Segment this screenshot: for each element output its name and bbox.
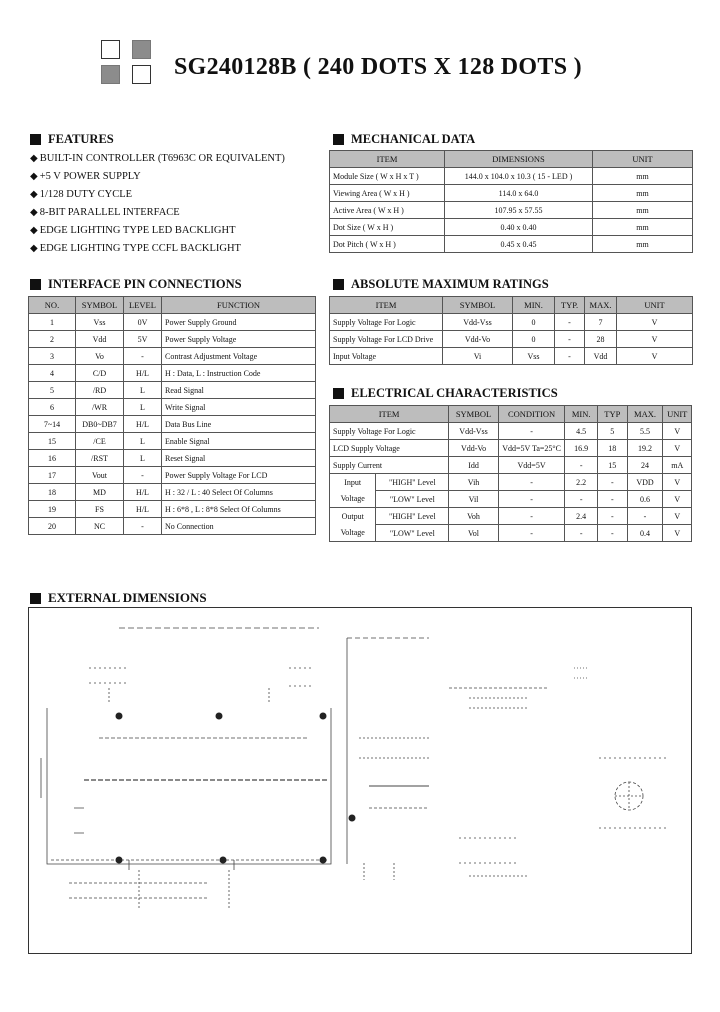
table-cell: 15 [29, 433, 76, 450]
table-row [330, 440, 692, 457]
table-cell: 5V [124, 331, 162, 348]
column-header: SYMBOL [76, 297, 124, 314]
features-list [30, 150, 320, 258]
table-cell: V [663, 474, 692, 491]
table-cell: 0 [513, 314, 555, 331]
table-cell: Supply Current [330, 457, 449, 474]
section-marker-icon [30, 593, 41, 604]
table-row [330, 423, 692, 440]
table-cell: L [124, 450, 162, 467]
table-cell: - [598, 474, 628, 491]
table-cell: FS [76, 501, 124, 518]
table-row [29, 365, 316, 382]
column-header: ITEM [330, 151, 445, 168]
table-cell: - [498, 525, 564, 542]
section-marker-icon [30, 279, 41, 290]
table-row [29, 450, 316, 467]
table-cell: Vdd [585, 348, 617, 365]
column-header: TYP. [555, 297, 585, 314]
table-cell: DB0~DB7 [76, 416, 124, 433]
list-item: ◆ 1/128 DUTY CYCLE [30, 186, 320, 204]
column-header: UNIT [617, 297, 693, 314]
table-cell: 2.2 [565, 474, 598, 491]
logo-square-tr [132, 40, 151, 59]
table-cell: Idd [449, 457, 499, 474]
table-cell: "LOW" Level [376, 491, 449, 508]
table-cell: - [555, 348, 585, 365]
table-row [330, 525, 692, 542]
table-row [330, 457, 692, 474]
table-cell: Vdd [76, 331, 124, 348]
table-row [330, 331, 693, 348]
table-cell: Vdd=5V Ta=25°C [498, 440, 564, 457]
table-cell: - [555, 331, 585, 348]
table-cell: Contrast Adjustment Voltage [162, 348, 316, 365]
table-row [29, 382, 316, 399]
table-cell: - [124, 348, 162, 365]
table-header-row [330, 151, 693, 168]
column-header: LEVEL [124, 297, 162, 314]
table-cell: 5.5 [627, 423, 663, 440]
table-cell: "LOW" Level [376, 525, 449, 542]
table-cell: Write Signal [162, 399, 316, 416]
table-cell: L [124, 399, 162, 416]
diamond-bullet-icon: ◆ [30, 225, 38, 236]
table-cell: H : Data, L : Instruction Code [162, 365, 316, 382]
table-cell: Data Bus Line [162, 416, 316, 433]
table-cell: 3 [29, 348, 76, 365]
table-cell: VDD [627, 474, 663, 491]
interface-heading [30, 277, 242, 292]
logo-square-tl [101, 40, 120, 59]
table-cell: 2.4 [565, 508, 598, 525]
table-cell: Power Supply Voltage For LCD [162, 467, 316, 484]
mounting-hole [216, 713, 223, 720]
column-header: TYP [598, 406, 628, 423]
table-cell: - [124, 467, 162, 484]
section-marker-icon [333, 134, 344, 145]
table-row: Module Size ( W x H x T ) 144.0 x 104.0 x 10.3 ( 15 - LED ) mm [330, 168, 693, 185]
column-header: CONDITION [498, 406, 564, 423]
table-cell: Vdd-Vo [443, 331, 513, 348]
table-header-row [330, 406, 692, 423]
column-header: NO. [29, 297, 76, 314]
table-row: Viewing Area ( W x H ) 114.0 x 64.0 mm [330, 185, 693, 202]
table-row [29, 331, 316, 348]
logo-square-br [132, 65, 151, 84]
table-cell: Vdd=5V [498, 457, 564, 474]
table-row [29, 314, 316, 331]
table-cell: 0.4 [627, 525, 663, 542]
table-cell: 0.6 [627, 491, 663, 508]
table-cell: Vss [76, 314, 124, 331]
table-cell: V [663, 491, 692, 508]
table-row [330, 508, 692, 525]
table-cell: H : 32 / L : 40 Select Of Columns [162, 484, 316, 501]
diamond-bullet-icon: ◆ [30, 243, 38, 254]
features-heading [30, 132, 114, 147]
table-row [29, 348, 316, 365]
table-row [29, 518, 316, 535]
table-cell: Vol [449, 525, 499, 542]
table-cell: - [565, 525, 598, 542]
column-header: MAX. [627, 406, 663, 423]
column-header: SYMBOL [443, 297, 513, 314]
table-cell: 4.5 [565, 423, 598, 440]
column-header: FUNCTION [162, 297, 316, 314]
table-cell: /RST [76, 450, 124, 467]
table-cell: 20 [29, 518, 76, 535]
column-header: MIN. [565, 406, 598, 423]
mechanical-heading [333, 132, 475, 147]
table-cell: H/L [124, 501, 162, 518]
electrical-heading-label: ELECTRICAL CHARACTERISTICS [351, 386, 558, 400]
table-cell: 17 [29, 467, 76, 484]
table-cell: 18 [29, 484, 76, 501]
table-cell: V [663, 508, 692, 525]
table-cell: Voh [449, 508, 499, 525]
table-cell: mA [663, 457, 692, 474]
table-cell: - [565, 457, 598, 474]
table-cell: V [663, 423, 692, 440]
table-cell: H/L [124, 365, 162, 382]
table-cell: 5 [598, 423, 628, 440]
diamond-bullet-icon: ◆ [30, 171, 38, 182]
mounting-hole [320, 713, 327, 720]
absolute-ratings-table [329, 296, 693, 365]
diamond-bullet-icon: ◆ [30, 153, 38, 164]
table-cell: 7~14 [29, 416, 76, 433]
table-cell: 1 [29, 314, 76, 331]
table-cell: 5 [29, 382, 76, 399]
table-cell: - [598, 491, 628, 508]
table-cell: Power Supply Voltage [162, 331, 316, 348]
electrical-table [329, 405, 692, 542]
table-header-row [330, 297, 693, 314]
table-cell: V [617, 348, 693, 365]
table-cell: - [555, 314, 585, 331]
table-cell: Reset Signal [162, 450, 316, 467]
table-cell: C/D [76, 365, 124, 382]
table-cell: Vdd-Vo [449, 440, 499, 457]
external-heading [30, 590, 207, 606]
table-cell: H : 6*8 , L : 8*8 Select Of Columns [162, 501, 316, 518]
table-cell: Vdd-Vss [443, 314, 513, 331]
interface-table [28, 296, 316, 535]
table-cell: H/L [124, 484, 162, 501]
logo-square-bl [101, 65, 120, 84]
table-cell: Output [330, 508, 376, 525]
table-cell: "HIGH" Level [376, 508, 449, 525]
mounting-hole [320, 857, 327, 864]
table-cell: 16 [29, 450, 76, 467]
dimension-drawing-svg [29, 608, 693, 955]
list-item: ◆ BUILT-IN CONTROLLER (T6963C OR EQUIVALENT) [30, 150, 320, 168]
table-cell: L [124, 382, 162, 399]
table-cell: L [124, 433, 162, 450]
table-header-row [29, 297, 316, 314]
column-header: SYMBOL [449, 406, 499, 423]
table-cell: Voltage [330, 491, 376, 508]
table-cell: Vdd-Vss [449, 423, 499, 440]
table-cell: - [627, 508, 663, 525]
table-cell: 6 [29, 399, 76, 416]
table-cell: 28 [585, 331, 617, 348]
column-header: DIMENSIONS [445, 151, 593, 168]
table-cell: MD [76, 484, 124, 501]
list-item: ◆ +5 V POWER SUPPLY [30, 168, 320, 186]
diamond-bullet-icon: ◆ [30, 207, 38, 218]
mounting-hole [116, 713, 123, 720]
table-row [330, 314, 693, 331]
table-cell: Input [330, 474, 376, 491]
table-cell: 18 [598, 440, 628, 457]
table-cell: 15 [598, 457, 628, 474]
interface-heading-label: INTERFACE PIN CONNECTIONS [48, 277, 242, 291]
table-cell: Input Voltage [330, 348, 443, 365]
table-cell: H/L [124, 416, 162, 433]
table-cell: V [617, 314, 693, 331]
table-cell: Read Signal [162, 382, 316, 399]
column-header: ITEM [330, 406, 449, 423]
table-cell: 24 [627, 457, 663, 474]
table-cell: 7 [585, 314, 617, 331]
absolute-heading-label: ABSOLUTE MAXIMUM RATINGS [351, 277, 549, 291]
table-cell: Enable Signal [162, 433, 316, 450]
table-cell: Supply Voltage For LCD Drive [330, 331, 443, 348]
logo [101, 40, 153, 85]
table-cell: Vi [443, 348, 513, 365]
page-title: SG240128B ( 240 DOTS X 128 DOTS ) [174, 54, 582, 80]
table-cell: NC [76, 518, 124, 535]
column-header: ITEM [330, 297, 443, 314]
table-cell: - [598, 508, 628, 525]
table-cell: 19 [29, 501, 76, 518]
table-cell: 0V [124, 314, 162, 331]
table-cell: Supply Voltage For Logic [330, 423, 449, 440]
table-cell: /RD [76, 382, 124, 399]
table-cell: /CE [76, 433, 124, 450]
absolute-heading [333, 277, 549, 292]
table-cell: Vout [76, 467, 124, 484]
table-cell: - [498, 491, 564, 508]
mounting-hole [220, 857, 227, 864]
table-cell: - [598, 525, 628, 542]
table-cell: - [498, 508, 564, 525]
table-row [29, 467, 316, 484]
external-dimensions-drawing [28, 607, 692, 954]
mechanical-heading-label: MECHANICAL DATA [351, 132, 476, 146]
table-cell: - [498, 474, 564, 491]
table-cell: - [565, 491, 598, 508]
electrical-heading [333, 386, 558, 401]
table-cell: Power Supply Ground [162, 314, 316, 331]
mounting-hole [116, 857, 123, 864]
table-cell: 19.2 [627, 440, 663, 457]
table-cell: 2 [29, 331, 76, 348]
table-cell: V [663, 440, 692, 457]
table-cell: Voltage [330, 525, 376, 542]
table-cell: No Connection [162, 518, 316, 535]
table-cell: V [617, 331, 693, 348]
table-cell: Vih [449, 474, 499, 491]
table-cell: 4 [29, 365, 76, 382]
list-item: ◆ EDGE LIGHTING TYPE LED BACKLIGHT [30, 222, 320, 240]
external-heading-label: EXTERNAL DIMENSIONS [48, 590, 207, 605]
table-cell: Vss [513, 348, 555, 365]
table-row: Dot Size ( W x H ) 0.40 x 0.40 mm [330, 219, 693, 236]
table-row [29, 399, 316, 416]
table-cell: /WR [76, 399, 124, 416]
list-item: ◆ 8-BIT PARALLEL INTERFACE [30, 204, 320, 222]
mechanical-table [329, 150, 693, 253]
table-cell: Vil [449, 491, 499, 508]
diamond-bullet-icon: ◆ [30, 189, 38, 200]
column-header: UNIT [593, 151, 693, 168]
table-row [29, 433, 316, 450]
features-heading-label: FEATURES [48, 132, 114, 146]
table-row: Dot Pitch ( W x H ) 0.45 x 0.45 mm [330, 236, 693, 253]
table-cell: LCD Supply Voltage [330, 440, 449, 457]
list-item: ◆ EDGE LIGHTING TYPE CCFL BACKLIGHT [30, 240, 320, 258]
table-cell: 0 [513, 331, 555, 348]
column-header: MAX. [585, 297, 617, 314]
mounting-hole [349, 815, 356, 822]
table-cell: "HIGH" Level [376, 474, 449, 491]
table-cell: - [498, 423, 564, 440]
column-header: MIN. [513, 297, 555, 314]
table-row [29, 416, 316, 433]
section-marker-icon [333, 388, 344, 399]
front-outline [47, 708, 331, 864]
table-row [330, 348, 693, 365]
table-row [29, 501, 316, 518]
table-row [330, 474, 692, 491]
section-marker-icon [30, 134, 41, 145]
table-cell: Supply Voltage For Logic [330, 314, 443, 331]
table-row [330, 491, 692, 508]
column-header: UNIT [663, 406, 692, 423]
section-marker-icon [333, 279, 344, 290]
table-cell: 16.9 [565, 440, 598, 457]
table-cell: - [124, 518, 162, 535]
table-row: Active Area ( W x H ) 107.95 x 57.55 mm [330, 202, 693, 219]
table-cell: Vo [76, 348, 124, 365]
table-cell: V [663, 525, 692, 542]
table-row [29, 484, 316, 501]
